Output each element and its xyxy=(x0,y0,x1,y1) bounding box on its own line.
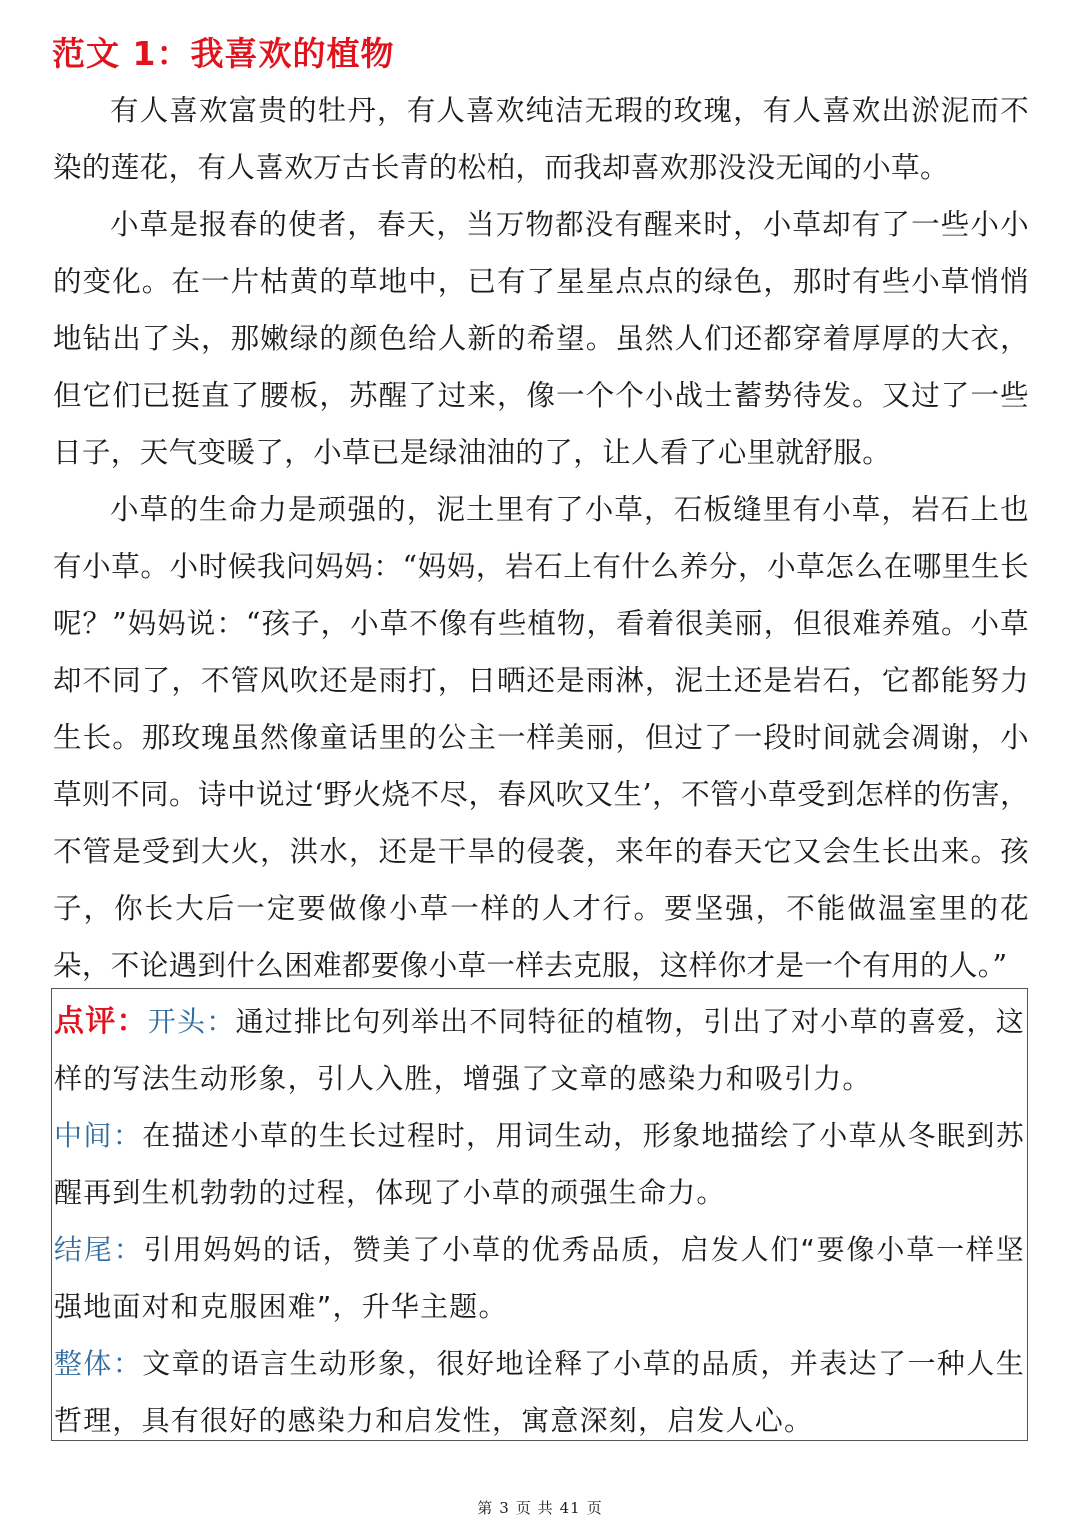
review-item-overall xyxy=(54,1335,1025,1449)
review-text: 通过排比句列举出不同特征的植物，引出了对小草的喜爱，这样的写法生动形象，引人入胜，增强了文章的感染力和吸引力。 xyxy=(54,1005,1025,1095)
page-title: 范文 1：我喜欢的植物 xyxy=(52,34,395,73)
review-item-opening xyxy=(54,993,1025,1107)
essay-paragraph: 小草是报春的使者，春天，当万物都没有醒来时，小草却有了一些小小的变化。在一片枯黄的草地中，已有了星星点点的绿色，那时有些小草悄悄地钻出了头，那嫩绿的颜色给人新的希望。虽然人们还都穿着厚厚的大衣，但它们已挺直了腰板，苏醒了过来，像一个个小战士蓄势待发。又过了一些日子，天气变暖了，小草已是绿油油的了，让人看了心里就舒服。 xyxy=(53,208,1029,469)
review-item-ending xyxy=(54,1221,1025,1335)
review-lead-label: 点评： xyxy=(54,1004,148,1039)
footer-middle: 页 共 xyxy=(515,1499,554,1517)
review-category-label: 结尾： xyxy=(54,1233,144,1266)
review-box xyxy=(51,988,1028,1441)
review-category-label: 整体： xyxy=(54,1347,143,1380)
footer-prefix: 第 xyxy=(477,1499,494,1517)
review-text: 在描述小草的生长过程时，用词生动，形象地描绘了小草从冬眠到苏醒再到生机勃勃的过程，体现了小草的顽强生命力。 xyxy=(54,1119,1025,1209)
review-category-label: 开头： xyxy=(147,1005,236,1038)
footer-total-pages: 41 xyxy=(559,1499,581,1517)
review-text: 引用妈妈的话，赞美了小草的优秀品质，启发人们“要像小草一样坚强地面对和克服困难”，升华主题。 xyxy=(54,1233,1025,1323)
page-footer xyxy=(0,1497,1080,1518)
essay-paragraph: 小草的生命力是顽强的，泥土里有了小草，石板缝里有小草，岩石上也有小草。小时候我问妈妈：“妈妈，岩石上有什么养分，小草怎么在哪里生长呢？”妈妈说：“孩子，小草不像有些植物，看着很美丽，但很难养殖。小草却不同了，不管风吹还是雨打，日晒还是雨淋，泥土还是岩石，它都能努力生长。那玫瑰虽然像童话里的公主一样美丽，但过了一段时间就会凋谢，小草则不同。诗中说过‘野火烧不尽，春风吹又生’，不管小草受到怎样的伤害，不管是受到大火，洪水，还是干旱的侵袭，来年的春天它又会生长出来。孩子，你长大后一定要做像小草一样的人才行。要坚强，不能做温室里的花朵，不论遇到什么困难都要像小草一样去克服，这样你才是一个有用的人。” xyxy=(53,493,1029,982)
essay-body xyxy=(53,82,1029,994)
essay-paragraph: 有人喜欢富贵的牡丹，有人喜欢纯洁无瑕的玫瑰，有人喜欢出淤泥而不染的莲花，有人喜欢万古长青的松柏，而我却喜欢那没没无闻的小草。 xyxy=(53,94,1029,184)
review-category-label: 中间： xyxy=(54,1119,143,1152)
footer-current-page: 3 xyxy=(499,1499,510,1517)
footer-suffix: 页 xyxy=(586,1499,603,1517)
review-text: 文章的语言生动形象，很好地诠释了小草的品质，并表达了一种人生哲理，具有很好的感染力和启发性，寓意深刻，启发人心。 xyxy=(54,1347,1025,1437)
review-item-middle xyxy=(54,1107,1025,1221)
